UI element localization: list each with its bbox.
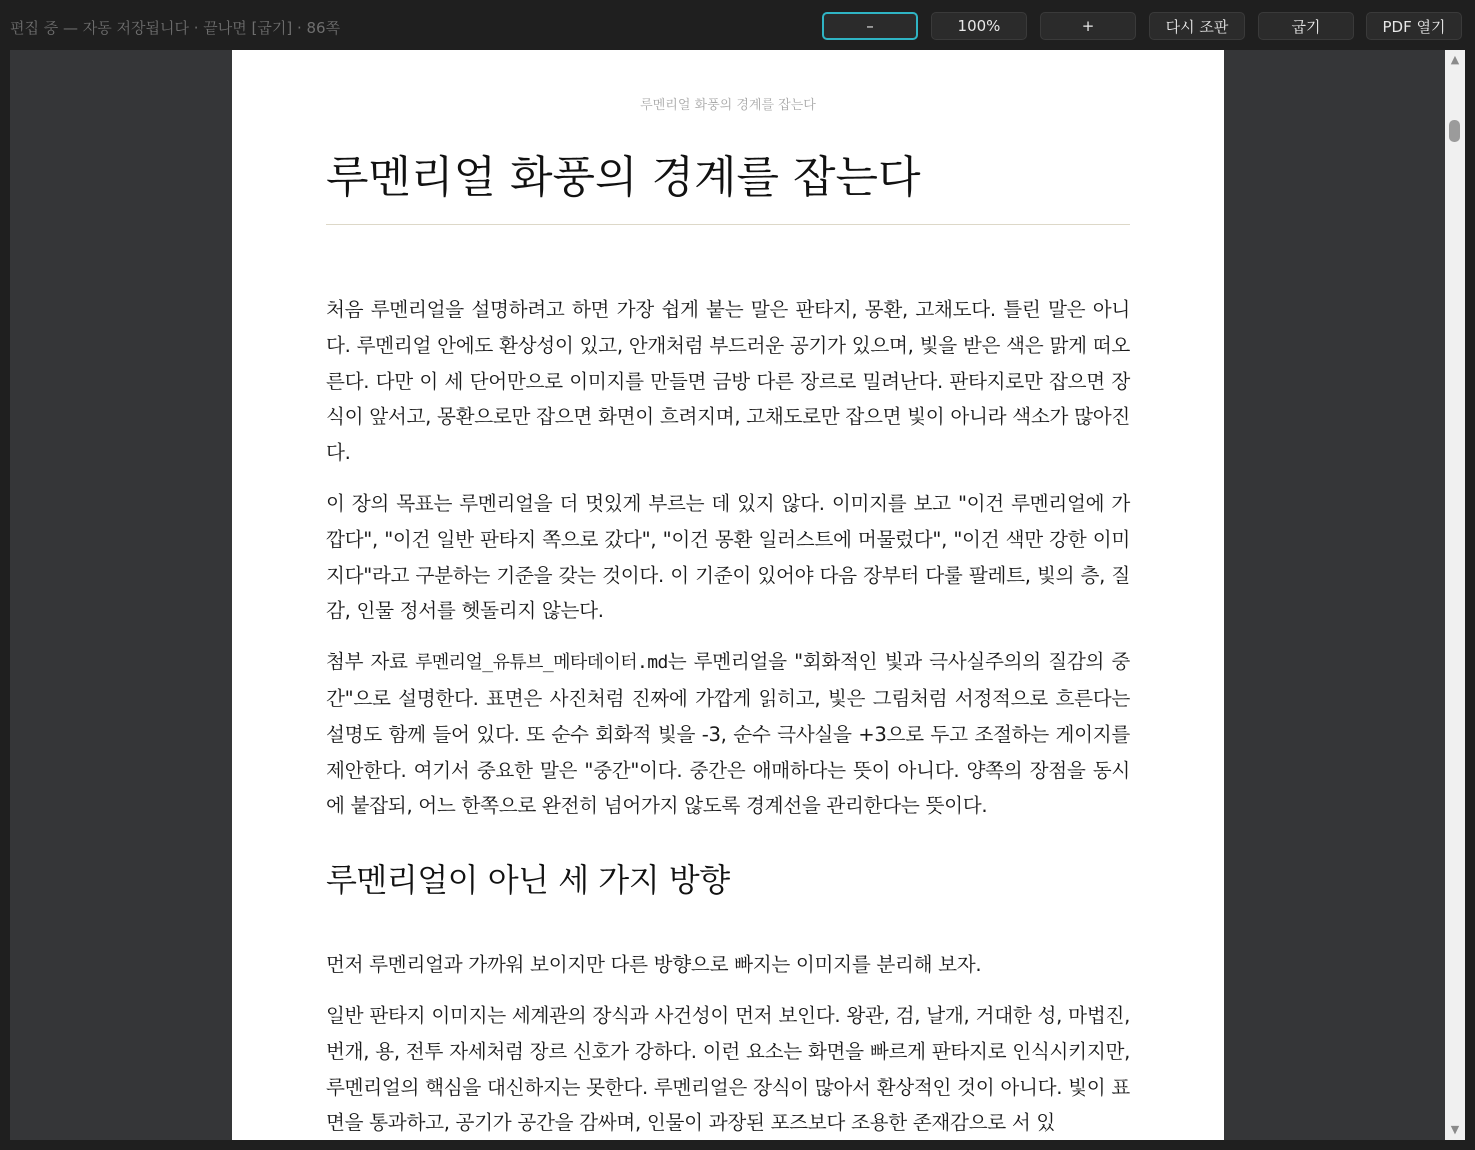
inline-code-filename: 루멘리얼_유튜브_메타데이터.md <box>415 652 668 674</box>
body-paragraph: 처음 루멘리얼을 설명하려고 하면 가장 쉽게 붙는 말은 판타지, 몽환, 고채도다. 틀린 말은 아니다. 루멘리얼 안에도 환상성이 있고, 안개처럼 부드러운 공기가 있으며, 빛을 받은 색은 맑게 떠오른다. 다만 이 세 단어만으로 이미지를 만들면 금방 다른 장르로 밀려난다. 판타지로만 잡으면 장식이 앞서고, 몽환으로만 잡으면 화면이 흐려지며, 고채도로만 잡으면 빛이 아니라 색소가 많아진다. <box>326 298 1130 465</box>
vertical-scrollbar[interactable] <box>1445 50 1465 1140</box>
bake-button[interactable]: 굽기 <box>1258 12 1354 40</box>
paragraph-text: 는 루멘리얼을 "회화적인 빛과 극사실주의의 질감의 중간"으로 설명한다. 표면은 사진처럼 진짜에 가깝게 읽히고, 빛은 그림처럼 서정적으로 흐른다는 설명도 함께 들어 있다. 또 순수 회화적 빛을 -3, 순수 극사실을 +3으로 두고 조절하는 게이지를 제안한다. 여기서 중요한 말은 "중간"이다. 중간은 애매하다는 뜻이 아니다. 양쪽의 장점을 동시에 붙잡되, 어느 한쪽으로 완전히 넘어가지 않도록 경계선을 관리한다는 뜻이다. <box>326 650 1130 818</box>
zoom-in-button[interactable]: + <box>1040 12 1136 40</box>
document-page <box>232 50 1224 1140</box>
page-body <box>326 292 1130 1140</box>
page-title: 루멘리얼 화풍의 경계를 잡는다 <box>326 148 1130 225</box>
body-paragraph: 이 장의 목표는 루멘리얼을 더 멋있게 부르는 데 있지 않다. 이미지를 보고 "이건 루멘리얼에 가깝다", "이건 일반 판타지 쪽으로 갔다", "이건 몽환 일러스트에 머물렀다", "이건 색만 강한 이미지다"라고 구분하는 기준을 갖는 것이다. 이 기준이 있어야 다음 장부터 다룰 팔레트, 빛의 층, 질감, 인물 정서를 헷돌리지 않는다. <box>326 491 1130 623</box>
scroll-up-icon[interactable]: ▲ <box>1450 53 1460 66</box>
body-paragraph <box>326 644 1130 824</box>
edit-status-text: 편집 중 — 자동 저장됩니다 · 끝나면 [굽기] · 86쪽 <box>10 19 341 37</box>
document-viewer[interactable] <box>10 50 1465 1140</box>
running-head: 루멘리얼 화풍의 경계를 잡는다 <box>640 98 816 113</box>
open-pdf-button[interactable]: PDF 열기 <box>1366 12 1462 40</box>
zoom-level-button[interactable]: 100% <box>931 12 1027 40</box>
top-toolbar <box>0 0 1475 50</box>
paragraph-text: 첨부 자료 <box>326 650 416 674</box>
reflow-button[interactable]: 다시 조판 <box>1149 12 1245 40</box>
scrollbar-thumb[interactable] <box>1449 120 1460 142</box>
body-paragraph: 일반 판타지 이미지는 세계관의 장식과 사건성이 먼저 보인다. 왕관, 검, 날개, 거대한 성, 마법진, 번개, 용, 전투 자세처럼 장르 신호가 강하다. 이런 요소는 화면을 빠르게 판타지로 인식시키지만, 루멘리얼의 핵심을 대신하지는 못한다. 루멘리얼은 장식이 많아서 환상적인 것이 아니다. 빛이 표면을 통과하고, 공기가 공간을 감싸며, 인물이 과장된 포즈보다 조용한 존재감으로 서 있 <box>326 1003 1130 1135</box>
zoom-out-button[interactable]: – <box>822 12 918 40</box>
section-heading: 루멘리얼이 아닌 세 가지 방향 <box>326 861 730 900</box>
body-paragraph: 먼저 루멘리얼과 가까워 보이지만 다른 방향으로 빠지는 이미지를 분리해 보자. <box>326 953 982 977</box>
scroll-down-icon[interactable]: ▼ <box>1450 1123 1460 1136</box>
